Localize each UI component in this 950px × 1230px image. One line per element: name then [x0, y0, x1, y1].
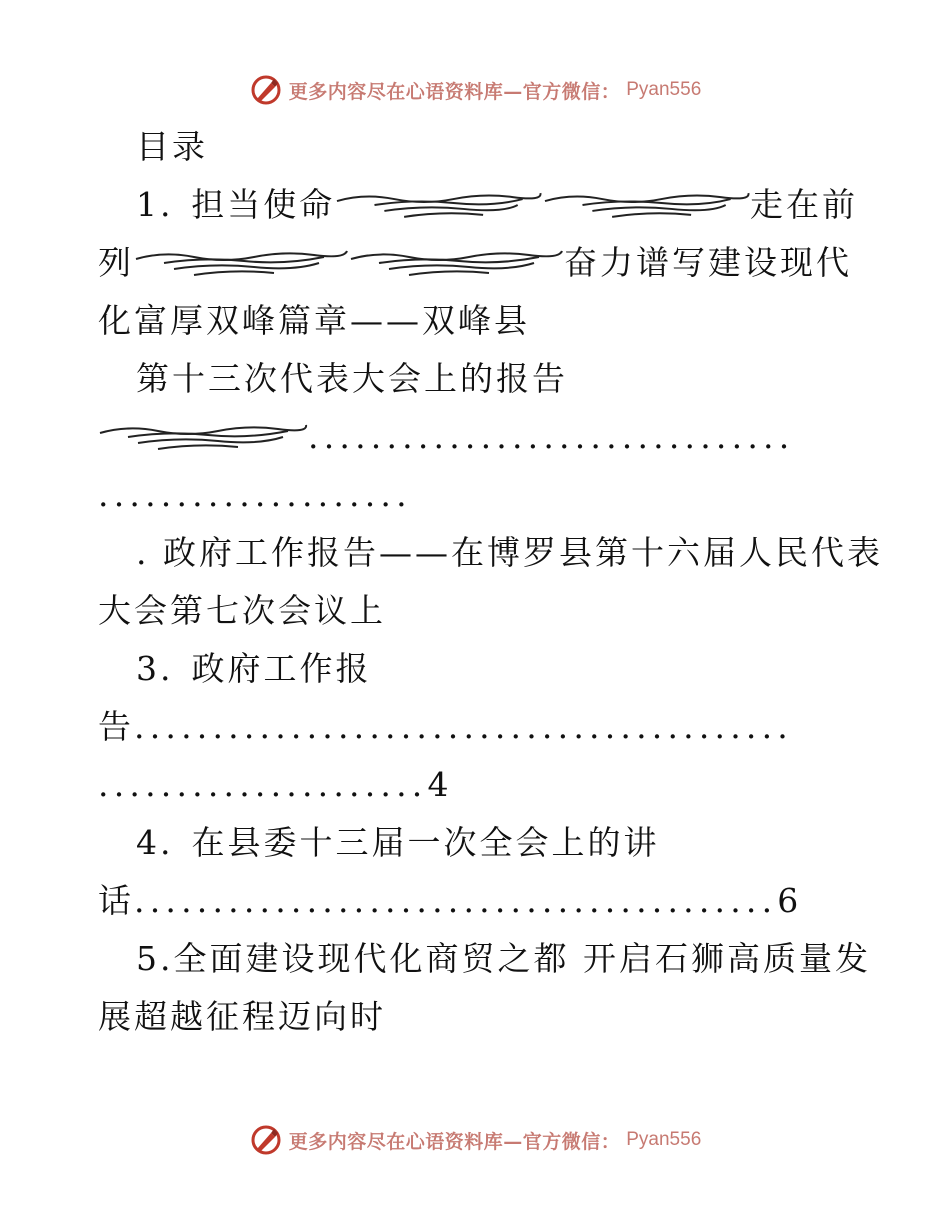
- toc-item-1-line-1: [98, 176, 858, 234]
- item-title-part: 担当使命: [191, 185, 336, 224]
- item-title-part: 列: [98, 243, 134, 282]
- item-title-part: 走在前: [750, 185, 858, 224]
- page-number: 6: [777, 881, 802, 920]
- item-number: 4.: [136, 823, 174, 862]
- leader-dots: ...............................: [308, 417, 795, 456]
- toc-heading: 目录: [136, 127, 208, 166]
- toc-item-2-line-1: . 政府工作报告——在博罗县第十六届人民代表: [136, 533, 883, 572]
- item-number: 3.: [136, 649, 174, 688]
- redaction-wave-icon: [134, 243, 349, 283]
- toc-item-1-line-4: 第十三次代表大会上的报告: [136, 359, 568, 398]
- item-title-part: 奋力谱写建设现代: [564, 243, 852, 282]
- pen-logo-icon: [249, 1123, 283, 1157]
- redaction-wave-icon: [349, 243, 564, 283]
- watermark-id: Pyan556: [626, 79, 702, 100]
- leader-dots: .....................: [98, 765, 428, 804]
- redaction-wave-icon: [335, 185, 542, 225]
- toc-item-2-line-2: 大会第七次会议上: [98, 591, 386, 630]
- pen-logo-icon: [249, 73, 283, 107]
- toc-item-1-line-3: 化富厚双峰篇章——双峰县: [98, 301, 530, 340]
- watermark-text: 更多内容尽在心语资料库—官方微信：: [288, 80, 621, 103]
- toc-item-4-line-1: 4. 在县委十三届一次全会上的讲: [98, 814, 858, 872]
- item-number: 1.: [136, 185, 174, 224]
- toc-item-3-line-2: 告 ..........................................: [98, 698, 858, 756]
- toc-item-4-line-2: 话 ......................................... 6: [98, 872, 858, 930]
- header-watermark: [0, 70, 950, 110]
- toc-item-5-line-2: 展超越征程迈向时: [98, 997, 386, 1036]
- redaction-wave-icon: [98, 417, 308, 457]
- toc-item-3-line-1: 3. 政府工作报: [98, 640, 858, 698]
- toc-item-5-line-1: 5. 全面建设现代化商贸之都 开启石狮高质量发: [98, 930, 858, 988]
- item-number: 5.: [136, 939, 174, 978]
- page-number: 4: [427, 765, 452, 804]
- toc-item-3-line-3: [98, 756, 858, 814]
- toc-body: [98, 118, 883, 1046]
- leader-dots: ....................: [98, 475, 412, 514]
- redaction-wave-icon: [543, 185, 750, 225]
- toc-item-1-line-2: [98, 234, 858, 292]
- footer-watermark: [0, 1120, 950, 1160]
- toc-item-1-line-5: [98, 408, 858, 466]
- watermark-id: Pyan556: [626, 1129, 702, 1150]
- leader-dots: ..........................................: [134, 707, 793, 746]
- watermark-text: 更多内容尽在心语资料库—官方微信：: [288, 1130, 621, 1153]
- leader-dots: .........................................: [134, 881, 778, 920]
- toc-item-1-line-6: [98, 466, 858, 524]
